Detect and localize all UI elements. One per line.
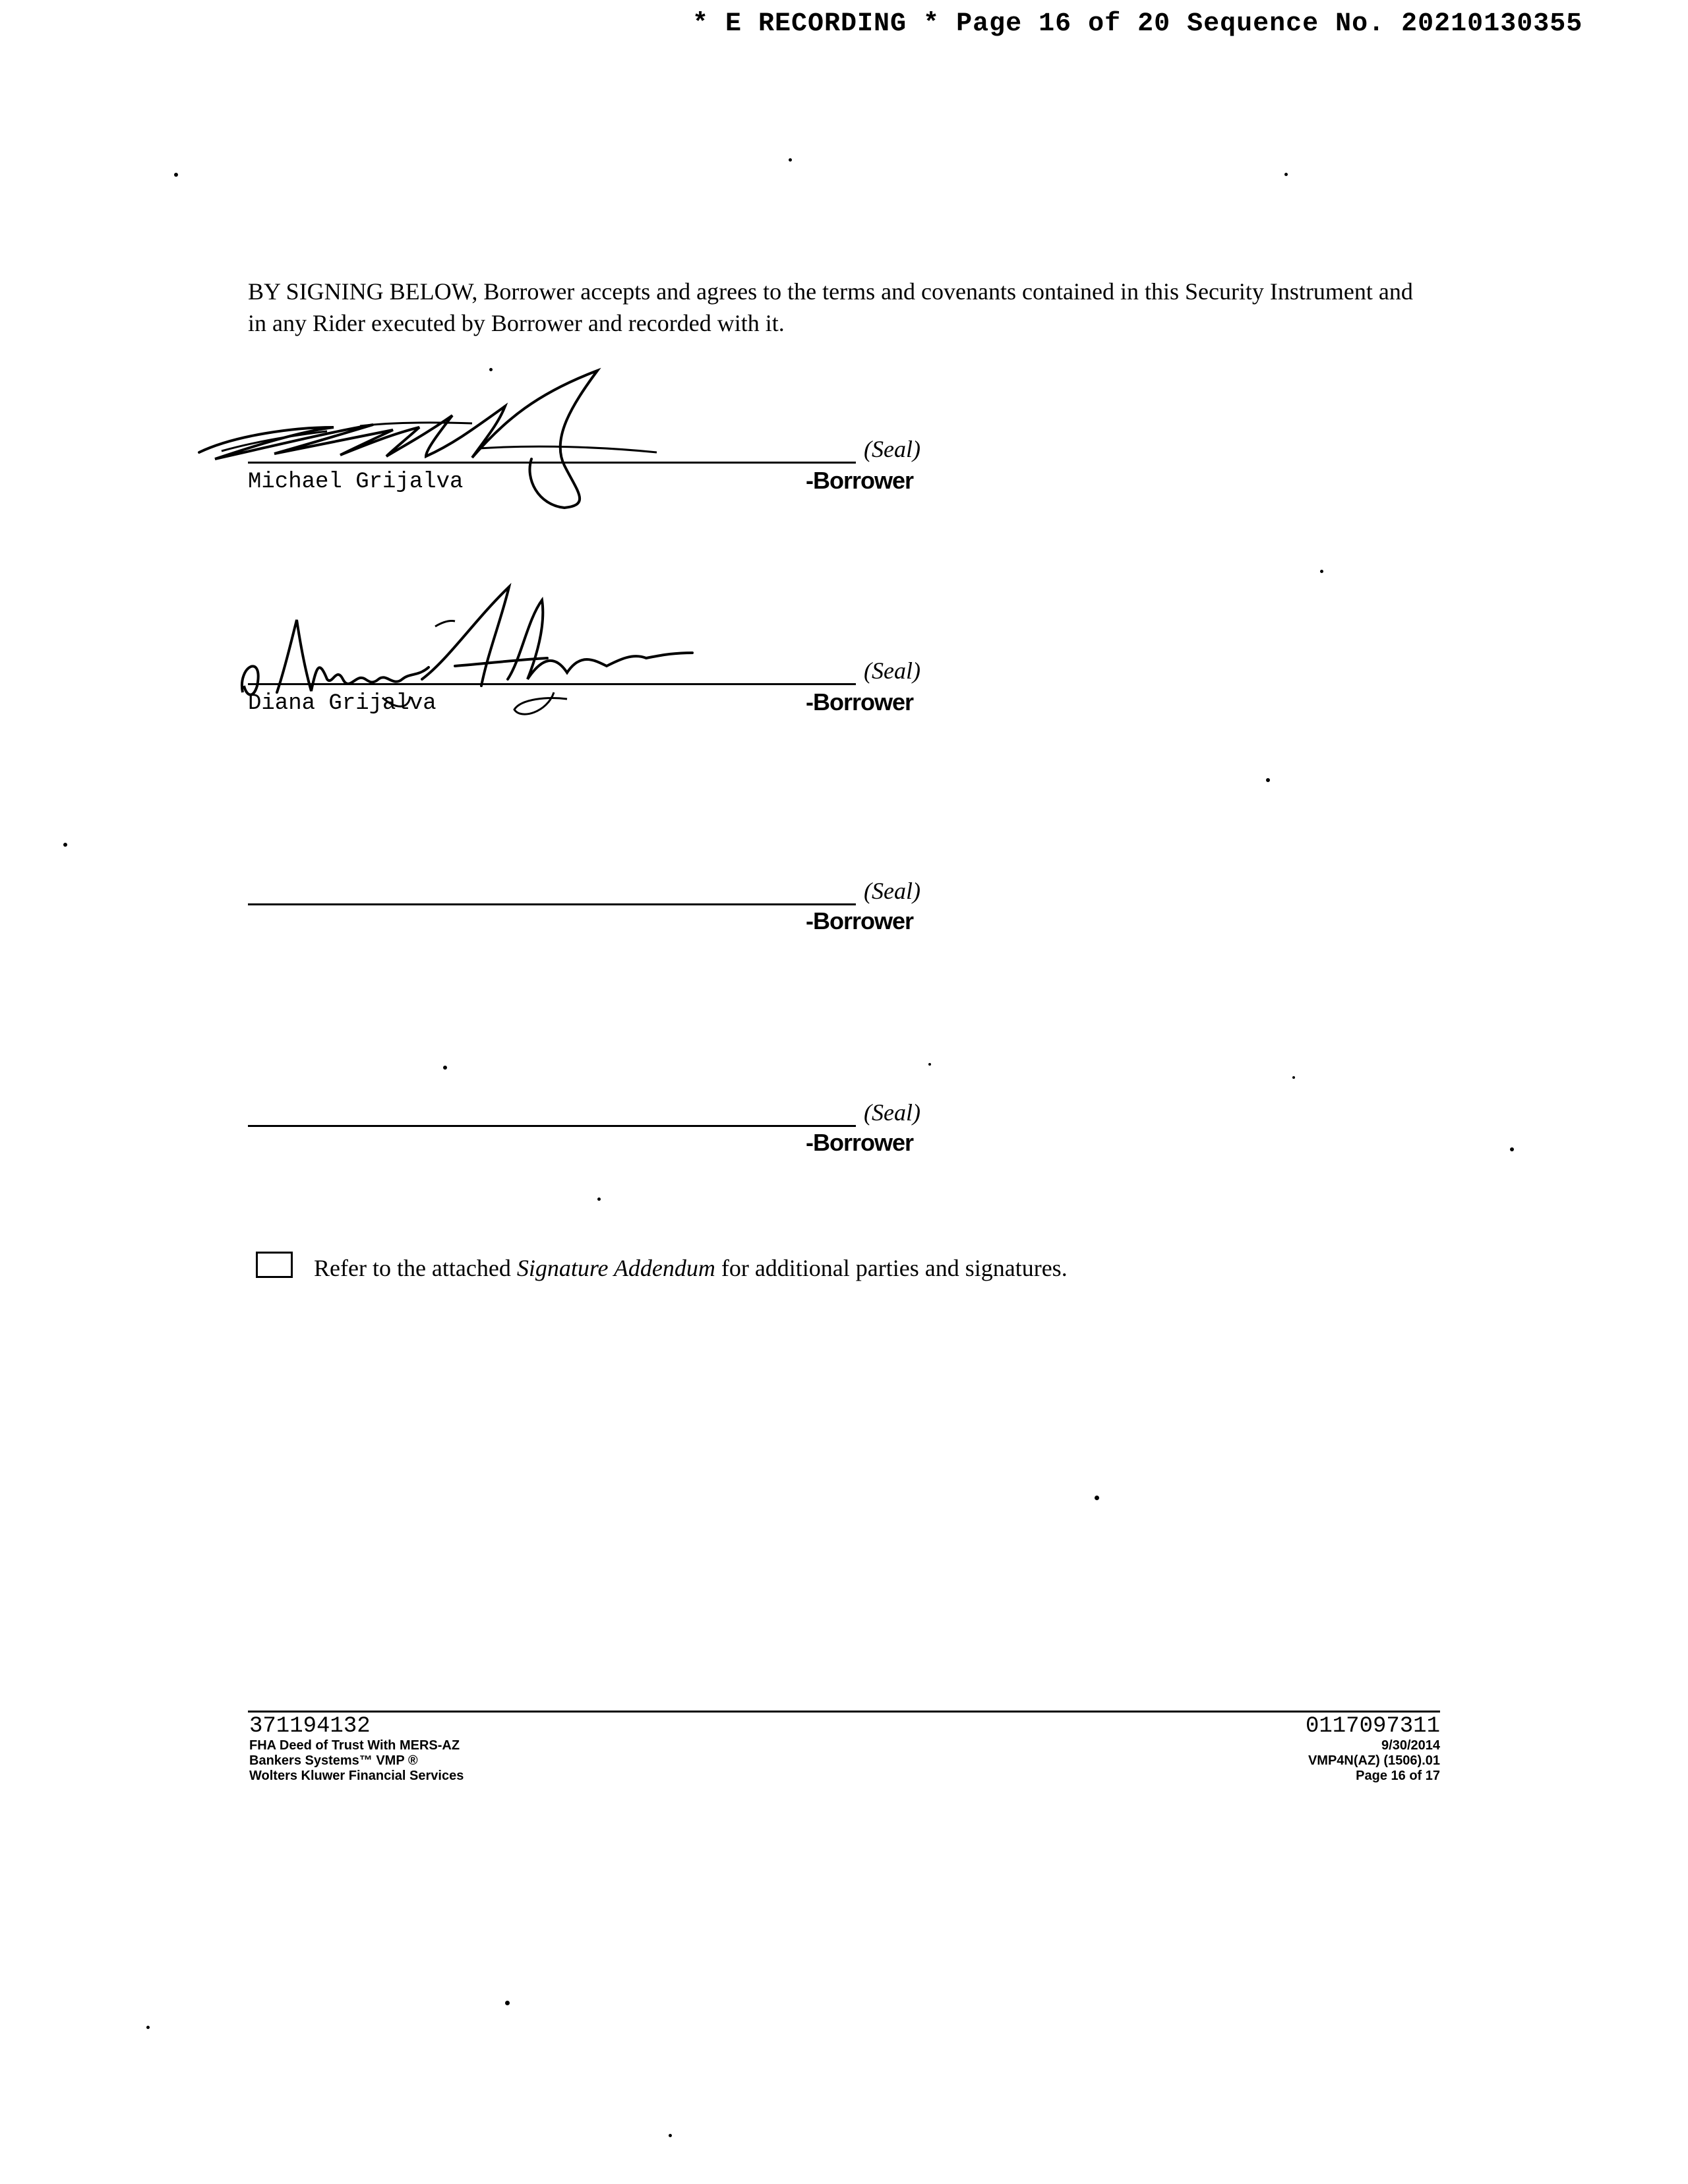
- scan-speck: [505, 2001, 510, 2005]
- case-number: 0117097311: [1305, 1714, 1440, 1739]
- scan-speck: [597, 1198, 601, 1201]
- form-name: FHA Deed of Trust With MERS-AZ: [249, 1738, 460, 1753]
- signature-addendum-checkbox[interactable]: [256, 1252, 293, 1278]
- scan-speck: [1266, 778, 1270, 782]
- scan-speck: [1284, 173, 1288, 176]
- form-date: 9/30/2014: [1381, 1738, 1440, 1753]
- borrower-name: Michael Grijalva: [248, 470, 464, 495]
- signing-statement: BY SIGNING BELOW, Borrower accepts and agrees to the terms and covenants contained in this Security Instrument and in any Rider executed by Borrower and recorded with it.: [248, 278, 1413, 336]
- borrower-role-label: -Borrower: [806, 1129, 914, 1156]
- scan-speck: [443, 1066, 447, 1070]
- scan-speck: [928, 1063, 931, 1066]
- addendum-suffix: for additional parties and signatures.: [715, 1255, 1068, 1281]
- addendum-text: [314, 1254, 1068, 1282]
- scan-speck: [174, 173, 178, 177]
- seal-label: (Seal): [864, 1099, 920, 1126]
- addendum-prefix: Refer to the attached: [314, 1255, 517, 1281]
- borrower-role-label: -Borrower: [806, 467, 914, 494]
- scan-speck: [789, 158, 792, 162]
- signature-michael-grijalva: [195, 367, 696, 525]
- borrower-role-label: -Borrower: [806, 907, 914, 934]
- recording-stamp: * E RECORDING * Page 16 of 20 Sequence No. 20210130355: [692, 9, 1583, 39]
- scan-speck: [669, 2134, 672, 2137]
- signature-line: [248, 903, 856, 905]
- footer-left: [249, 1714, 464, 1784]
- scan-speck: [63, 843, 67, 847]
- system-name: Bankers Systems™ VMP ®: [249, 1753, 418, 1768]
- publisher-name: Wolters Kluwer Financial Services: [249, 1769, 464, 1783]
- signature-line: [248, 683, 856, 685]
- seal-label: (Seal): [864, 878, 920, 904]
- form-code: VMP4N(AZ) (1506).01: [1308, 1753, 1440, 1768]
- borrower-role-label: -Borrower: [806, 688, 914, 715]
- scan-speck: [1095, 1496, 1099, 1500]
- footer-right: [1306, 1714, 1440, 1784]
- scan-speck: [1510, 1147, 1514, 1151]
- scan-speck: [489, 368, 493, 371]
- seal-label: (Seal): [864, 657, 920, 684]
- scan-speck: [1292, 1076, 1295, 1079]
- signature-line: [248, 462, 856, 464]
- addendum-emphasis: Signature Addendum: [516, 1255, 715, 1281]
- footer-rule: [248, 1711, 1440, 1713]
- scan-speck: [146, 2026, 150, 2029]
- borrower-name: Diana Grijalva: [248, 691, 437, 716]
- scan-speck: [1320, 570, 1323, 573]
- seal-label: (Seal): [864, 436, 920, 462]
- page-number: Page 16 of 17: [1356, 1769, 1440, 1783]
- loan-number: 371194132: [249, 1714, 371, 1739]
- signature-line: [248, 1125, 856, 1127]
